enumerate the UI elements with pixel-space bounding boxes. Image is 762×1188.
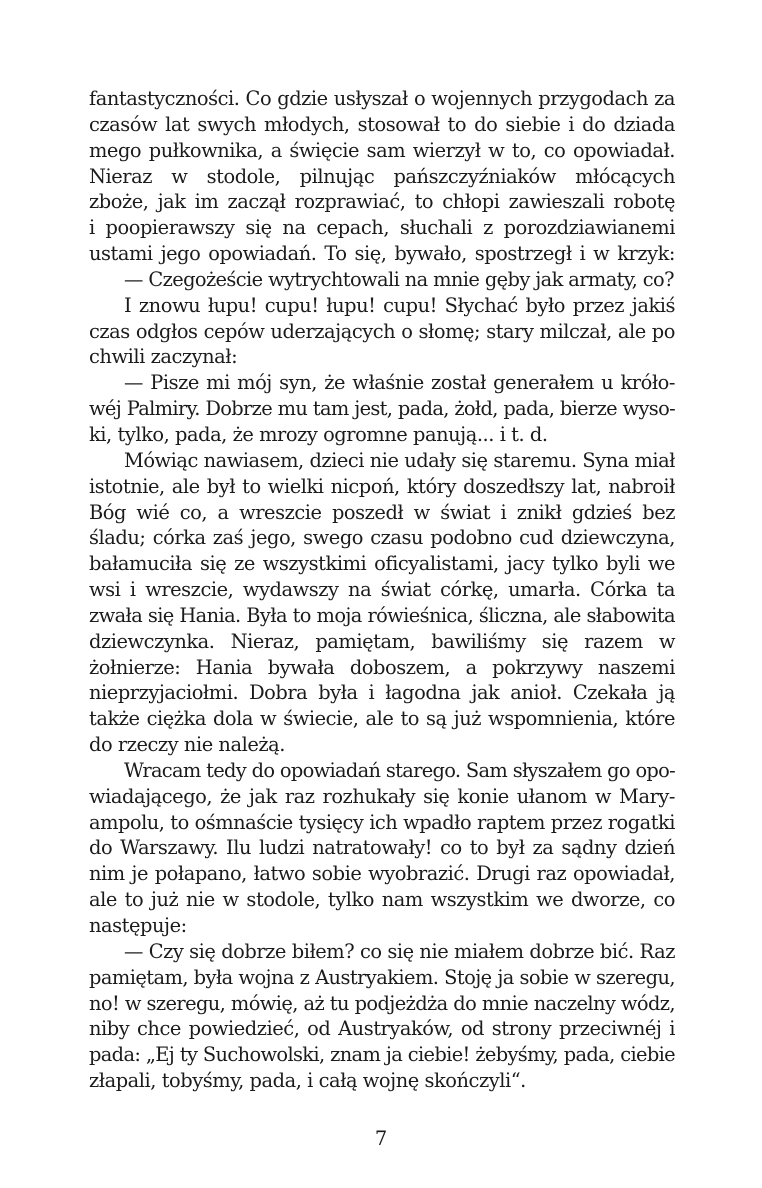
text-line: Mówiąc nawiasem, dzieci nie udały się staremu. Syna miał — [124, 448, 675, 472]
text-line: wsi i wreszcie, wydawszy na świat córkę, umarła. Córka ta — [89, 578, 675, 602]
text-line: śladu; córka zaś jego, swego czasu podobno cud dziewczyna, — [89, 526, 675, 550]
text-line: także ciężka dola w świecie, ale to są już wspomnienia, które — [89, 707, 675, 731]
text-line: dziewczynka. Nieraz, pamiętam, bawiliśmy się razem w — [89, 629, 675, 653]
text-line: nim je połapano, łatwo sobie wyobrazić. Drugi raz opowiadał, — [89, 862, 675, 886]
text-line: do rzeczy nie należą. — [89, 733, 285, 757]
text-line: Bóg wié co, a wreszcie poszedł w świat i znikł gdzieś bez — [89, 500, 675, 524]
text-line: — Pisze mi mój syn, że właśnie został generałem u króło- — [124, 371, 675, 395]
text-line: pamiętam, była wojna z Austryakiem. Stoję ja sobie w szeregu, — [89, 965, 675, 989]
text-line: ale to już nie w stodole, tylko nam wszystkim we dworze, co — [89, 888, 675, 912]
text-line: I znowu łupu! cupu! łupu! cupu! Słychać było przez jakiś — [124, 293, 675, 317]
text-line: żołnierze: Hania bywała doboszem, a pokrzywy naszemi — [89, 655, 675, 679]
text-line: fantastyczności. Co gdzie usłyszał o wojennych przygodach za — [89, 87, 675, 110]
text-line: niby chce powiedzieć, od Austryaków, od strony przeciwnéj i — [89, 1017, 675, 1041]
text-line: zwała się Hania. Była to moja rówieśnica, śliczna, ale słabowita — [89, 603, 675, 627]
page-text — [89, 86, 675, 1094]
text-line: istotnie, ale był to wielki nicpoń, który doszedłszy lat, nabroił — [89, 474, 675, 498]
text-line: no! w szeregu, mówię, aż tu podjeżdża do mnie naczelny wódz, — [89, 991, 675, 1015]
text-line: bałamuciła się ze wszystkimi oficyalistami, jacy tylko byli we — [89, 552, 675, 576]
text-line: nieprzyjaciołmi. Dobra była i łagodna jak anioł. Czekała ją — [89, 681, 675, 705]
page-number: 7 — [374, 1127, 388, 1150]
text-line: Wracam tedy do opowiadań starego. Sam słyszałem go opo- — [124, 758, 675, 782]
text-line: zboże, jak im zaczął rozprawiać, to chłopi zawieszali robotę — [89, 190, 675, 214]
text-line: chwili zaczynał: — [89, 345, 238, 369]
text-line: złapali, tobyśmy, pada, i całą wojnę skończyli“. — [89, 1069, 526, 1093]
text-line: ki, tylko, pada, że mrozy ogromne panują... i t. d. — [89, 422, 548, 446]
text-line: pada: „Ej ty Suchowolski, znam ja ciebie! żebyśmy, pada, ciebie — [89, 1043, 675, 1067]
text-line: czasów lat swych młodych, stosował to do siebie i do dziada — [89, 112, 675, 136]
text-line: wéj Palmiry. Dobrze mu tam jest, pada, żołd, pada, bierze wyso- — [89, 397, 675, 421]
text-line: i poopierawszy się na cepach, słuchali z porozdziawianemi — [89, 216, 675, 240]
text-line: następuje: — [89, 914, 187, 937]
text-line: Nieraz w stodole, pilnując pańszczyźniaków młócących — [89, 164, 675, 188]
text-line: ustami jego opowiadań. To się, bywało, spostrzegł i w krzyk: — [89, 242, 675, 266]
text-line: czas odgłos cepów uderzających o słomę; stary milczał, ale po — [89, 319, 675, 343]
text-line: do Warszawy. Ilu ludzi natratowały! co to był za sądny dzień — [89, 836, 675, 860]
text-line: ampolu, to ośmnaście tysięcy ich wpadło raptem przez rogatki — [89, 810, 675, 834]
text-line: — Czegożeście wytrychtowali na mnie gęby jak armaty, co? — [124, 267, 674, 291]
text-line: wiadającego, że jak raz rozhukały się konie ułanom w Mary- — [89, 784, 675, 808]
text-line: mego pułkownika, a święcie sam wierzył w to, co opowiadał. — [89, 138, 675, 162]
text-line: — Czy się dobrze biłem? co się nie miałem dobrze bić. Raz — [124, 939, 675, 963]
